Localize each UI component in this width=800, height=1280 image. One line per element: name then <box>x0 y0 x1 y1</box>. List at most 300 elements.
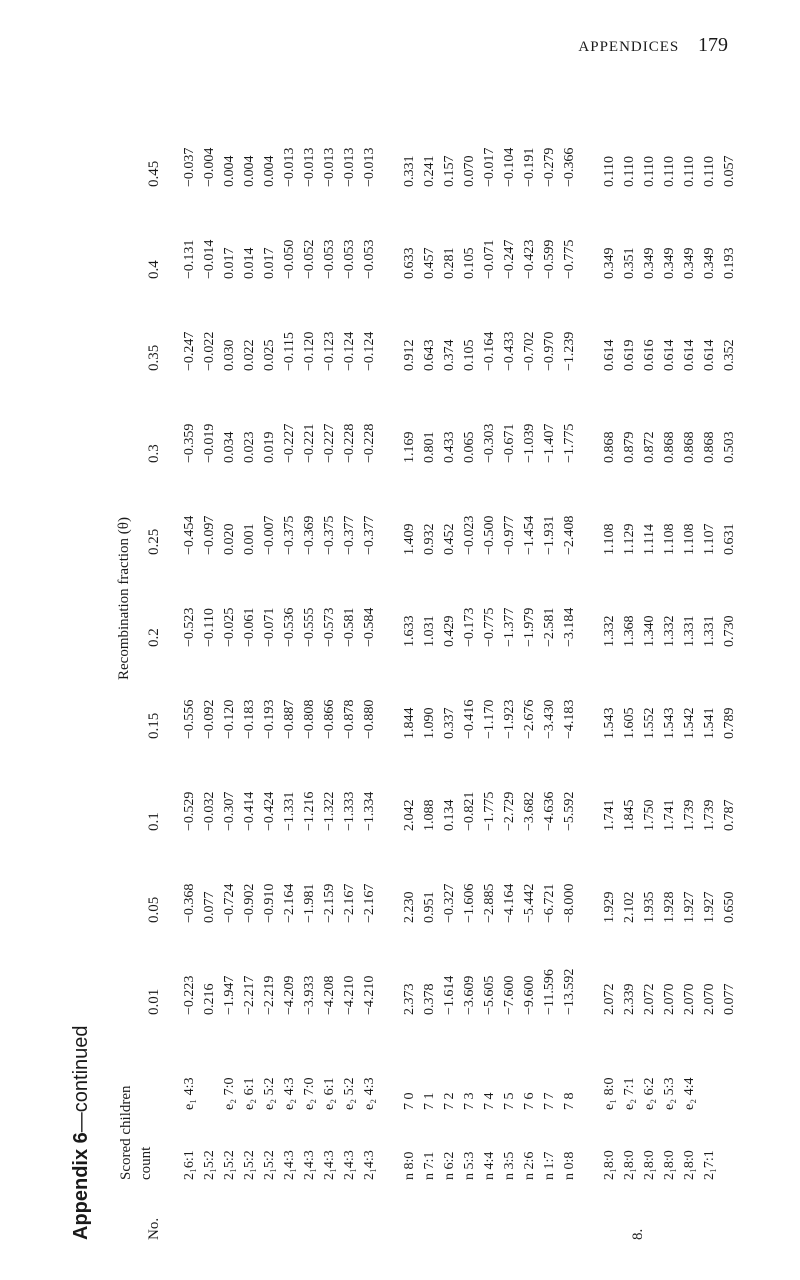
section-title: APPENDICES <box>578 39 680 55</box>
lod-value: 0.787 <box>722 799 737 831</box>
lod-value: −0.573 <box>322 607 337 647</box>
table-row <box>180 95 200 1240</box>
lod-value: 0.004 <box>242 155 257 187</box>
lod-value: 0.433 <box>442 431 457 463</box>
lod-value: −0.414 <box>242 791 257 831</box>
lod-value: −0.424 <box>262 791 277 831</box>
lod-value: 0.503 <box>722 431 737 463</box>
table-row <box>420 95 440 1240</box>
lod-value: 0.452 <box>442 523 457 555</box>
lod-value: 2.373 <box>402 983 417 1015</box>
lod-value: −1.407 <box>542 423 557 463</box>
lod-value: 0.352 <box>722 339 737 371</box>
row-count: n 6:2 <box>442 1151 457 1180</box>
table-row <box>520 95 540 1240</box>
lod-value: −1.333 <box>342 791 357 831</box>
row-no <box>440 1180 460 1240</box>
theta-header: 0.4 <box>146 260 162 279</box>
lod-value: 0.105 <box>462 247 477 279</box>
lod-value: −0.303 <box>482 423 497 463</box>
table-row <box>440 95 460 1240</box>
lod-value: 2.230 <box>402 891 417 923</box>
lod-value: −5.605 <box>482 975 497 1015</box>
lod-value: 1.935 <box>642 891 657 923</box>
lod-value: −0.019 <box>202 423 217 463</box>
row-count: 2₁4:3 <box>322 1150 337 1180</box>
running-head <box>578 34 728 57</box>
lod-value: 0.077 <box>202 891 217 923</box>
lod-value: −3.430 <box>542 699 557 739</box>
lod-value: −1.216 <box>302 791 317 831</box>
table-row <box>220 95 240 1240</box>
lod-value: −0.120 <box>302 331 317 371</box>
lod-value: 1.368 <box>622 615 637 647</box>
lod-value: 0.001 <box>242 523 257 555</box>
lod-value: 0.077 <box>722 983 737 1015</box>
lod-value: −0.227 <box>282 423 297 463</box>
lod-value: 0.932 <box>422 523 437 555</box>
lod-value: −2.159 <box>322 883 337 923</box>
lod-value: 0.019 <box>262 431 277 463</box>
lod-value: 2.070 <box>682 983 697 1015</box>
row-count: n 1:7 <box>542 1151 557 1180</box>
lod-value: −4.208 <box>322 975 337 1015</box>
lod-value: 0.110 <box>702 156 717 187</box>
lod-value: 1.542 <box>682 707 697 739</box>
lod-value: −0.123 <box>322 331 337 371</box>
lod-value: −1.775 <box>482 791 497 831</box>
row-equation: e₂ 7:1 <box>622 1077 637 1110</box>
theta-header: 0.45 <box>146 160 162 187</box>
lod-value: 1.340 <box>642 615 657 647</box>
lod-value: −0.131 <box>182 239 197 279</box>
lod-value: −1.606 <box>462 883 477 923</box>
lod-value: 0.349 <box>642 247 657 279</box>
lod-value: −1.239 <box>562 331 577 371</box>
lod-value: 0.065 <box>462 431 477 463</box>
lod-value: 0.633 <box>402 247 417 279</box>
lod-value: 0.912 <box>402 339 417 371</box>
lod-value: −0.910 <box>262 883 277 923</box>
lod-value: −0.097 <box>202 515 217 555</box>
lod-value: 2.072 <box>642 983 657 1015</box>
row-count: 2₁8:0 <box>602 1150 617 1180</box>
lod-value: −0.821 <box>462 791 477 831</box>
lod-value: 0.337 <box>442 707 457 739</box>
row-no <box>560 1180 580 1240</box>
lod-value: 0.193 <box>722 247 737 279</box>
lod-value: −0.032 <box>202 791 217 831</box>
row-count: n 4:4 <box>482 1151 497 1180</box>
lod-value: −2.217 <box>242 975 257 1015</box>
lod-value: 0.022 <box>242 339 257 371</box>
row-equation: e₂ 4:3 <box>282 1077 297 1110</box>
table-row <box>200 95 220 1240</box>
lod-value: −2.408 <box>562 515 577 555</box>
lod-value: 0.105 <box>462 339 477 371</box>
lod-value: 1.739 <box>702 799 717 831</box>
lod-value: 0.789 <box>722 707 737 739</box>
lod-value: 0.241 <box>422 155 437 187</box>
lod-value: −0.366 <box>562 147 577 187</box>
row-no <box>200 1180 220 1240</box>
lod-value: −0.724 <box>222 883 237 923</box>
table-row <box>280 95 300 1240</box>
lod-value: −0.556 <box>182 699 197 739</box>
row-count: 2₁6:1 <box>182 1150 197 1180</box>
table-row <box>400 95 420 1240</box>
lod-value: −1.923 <box>502 699 517 739</box>
lod-value: 0.614 <box>662 339 677 371</box>
row-equation: 7 2 <box>442 1092 457 1110</box>
row-no <box>600 1180 620 1240</box>
table-row <box>700 95 720 1240</box>
row-count: 2₁4:3 <box>282 1150 297 1180</box>
lod-value: −6.721 <box>542 883 557 923</box>
lod-value: 0.643 <box>422 339 437 371</box>
lod-value: 0.030 <box>222 339 237 371</box>
row-equation: e₂ 4:3 <box>362 1077 377 1110</box>
lod-value: −0.164 <box>482 331 497 371</box>
lod-value: −2.581 <box>542 607 557 647</box>
lod-value: −0.555 <box>302 607 317 647</box>
lod-value: 0.004 <box>262 155 277 187</box>
lod-value: 0.134 <box>442 799 457 831</box>
lod-value: −5.442 <box>522 883 537 923</box>
row-no <box>280 1180 300 1240</box>
table-row <box>680 95 700 1240</box>
lod-value: 0.014 <box>242 247 257 279</box>
lod-value: 0.349 <box>702 247 717 279</box>
data-group-3 <box>600 95 740 1240</box>
row-equation: e₁ 8:0 <box>602 1077 617 1110</box>
lod-value: −0.599 <box>542 239 557 279</box>
lod-value: 0.331 <box>402 155 417 187</box>
lod-value: −4.210 <box>362 975 377 1015</box>
row-no <box>300 1180 320 1240</box>
lod-value: 0.631 <box>722 523 737 555</box>
lod-value: −0.977 <box>502 515 517 555</box>
lod-value: 2.070 <box>702 983 717 1015</box>
row-count: 2₁8:0 <box>662 1150 677 1180</box>
row-no <box>700 1180 720 1240</box>
row-count: 2₁4:3 <box>362 1150 377 1180</box>
row-count: n 3:5 <box>502 1151 517 1180</box>
lod-value: −1.981 <box>302 883 317 923</box>
lod-value: 0.281 <box>442 247 457 279</box>
row-count: n 0:8 <box>562 1151 577 1180</box>
lod-value: 1.633 <box>402 615 417 647</box>
row-no <box>400 1180 420 1240</box>
row-count: 2₁8:0 <box>622 1150 637 1180</box>
lod-value: 0.429 <box>442 615 457 647</box>
lod-value: 1.332 <box>602 615 617 647</box>
lod-value: 1.114 <box>642 524 657 555</box>
lod-value: 0.614 <box>602 339 617 371</box>
lod-value: −4.164 <box>502 883 517 923</box>
row-count: 2₁5:2 <box>202 1150 217 1180</box>
row-equation: e₂ 5:2 <box>342 1077 357 1110</box>
lod-value: 1.331 <box>682 615 697 647</box>
lod-value: −0.071 <box>482 239 497 279</box>
table-row <box>500 95 520 1240</box>
row-equation: e₂ 7:0 <box>222 1077 237 1110</box>
lod-value: −0.375 <box>282 515 297 555</box>
data-group-1 <box>180 95 380 1240</box>
row-count: 2₁5:2 <box>262 1150 277 1180</box>
lod-value: −3.609 <box>462 975 477 1015</box>
lod-value: −1.614 <box>442 975 457 1015</box>
lod-value: −1.775 <box>562 423 577 463</box>
lod-value: −4.210 <box>342 975 357 1015</box>
theta-header: 0.35 <box>146 344 162 371</box>
lod-value: 1.331 <box>702 615 717 647</box>
lod-value: 0.374 <box>442 339 457 371</box>
lod-value: 0.023 <box>242 431 257 463</box>
lod-value: 1.845 <box>622 799 637 831</box>
lod-value: −0.053 <box>322 239 337 279</box>
lod-value: 0.619 <box>622 339 637 371</box>
lod-value: −2.729 <box>502 791 517 831</box>
lod-value: 0.730 <box>722 615 737 647</box>
row-no <box>640 1180 660 1240</box>
lod-value: −0.423 <box>522 239 537 279</box>
lod-value: −0.115 <box>282 332 297 371</box>
lod-value: 1.108 <box>602 523 617 555</box>
appendix-continued: —continued <box>70 1025 92 1133</box>
row-count: n 7:1 <box>422 1151 437 1180</box>
lod-value: 0.868 <box>682 431 697 463</box>
lod-value: 1.927 <box>702 891 717 923</box>
lod-value: −0.359 <box>182 423 197 463</box>
row-no <box>480 1180 500 1240</box>
theta-header: 0.05 <box>146 896 162 923</box>
lod-value: 0.017 <box>262 247 277 279</box>
appendix-label: Appendix 6 <box>70 1132 92 1240</box>
lod-value: −0.120 <box>222 699 237 739</box>
lod-value: −11.596 <box>542 969 557 1015</box>
row-equation <box>700 1015 720 1110</box>
lod-value: 0.110 <box>622 156 637 187</box>
lod-value: −2.219 <box>262 975 277 1015</box>
lod-value: 1.090 <box>422 707 437 739</box>
row-equation: 7 5 <box>502 1092 517 1110</box>
lod-value: 0.650 <box>722 891 737 923</box>
lod-value: −0.902 <box>242 883 257 923</box>
lod-value: −0.037 <box>182 147 197 187</box>
lod-value: −0.053 <box>362 239 377 279</box>
lod-value: 0.457 <box>422 247 437 279</box>
lod-value: −0.377 <box>342 515 357 555</box>
lod-value: −0.007 <box>262 515 277 555</box>
lod-value: −0.071 <box>262 607 277 647</box>
table-row <box>260 95 280 1240</box>
row-equation: e₂ 6:2 <box>642 1077 657 1110</box>
lod-value: 2.102 <box>622 891 637 923</box>
row-no <box>260 1180 280 1240</box>
row-equation <box>720 1015 740 1110</box>
row-count: 2₁5:2 <box>222 1150 237 1180</box>
lod-value: −0.671 <box>502 423 517 463</box>
lod-value: 0.868 <box>602 431 617 463</box>
lod-value: −4.183 <box>562 699 577 739</box>
lod-value: −1.947 <box>222 975 237 1015</box>
table-row <box>600 95 620 1240</box>
lod-value: −0.775 <box>482 607 497 647</box>
lod-value: 0.020 <box>222 523 237 555</box>
row-equation: 7 3 <box>462 1092 477 1110</box>
lod-value: 2.072 <box>602 983 617 1015</box>
lod-value: 1.750 <box>642 799 657 831</box>
lod-value: −0.523 <box>182 607 197 647</box>
lod-value: 1.543 <box>602 707 617 739</box>
lod-value: 1.929 <box>602 891 617 923</box>
lod-value: −0.584 <box>362 607 377 647</box>
lod-value: 2.070 <box>662 983 677 1015</box>
lod-value: 1.541 <box>702 707 717 739</box>
lod-value: −1.039 <box>522 423 537 463</box>
lod-value: −0.375 <box>322 515 337 555</box>
lod-value: −2.676 <box>522 699 537 739</box>
lod-value: −0.052 <box>302 239 317 279</box>
row-count: 2₁8:0 <box>682 1150 697 1180</box>
lod-value: −0.013 <box>302 147 317 187</box>
lod-value: −0.017 <box>482 147 497 187</box>
lod-value: −2.164 <box>282 883 297 923</box>
header-recombination: Recombination fraction (θ) <box>116 517 132 680</box>
lod-value: 0.110 <box>602 156 617 187</box>
lod-value: 0.614 <box>702 339 717 371</box>
lod-value: −0.173 <box>462 607 477 647</box>
lod-value: −0.004 <box>202 147 217 187</box>
row-equation: 7 1 <box>422 1092 437 1110</box>
lod-value: −0.193 <box>262 699 277 739</box>
lod-value: −7.600 <box>502 975 517 1015</box>
theta-header: 0.3 <box>146 444 162 463</box>
lod-value: 1.031 <box>422 615 437 647</box>
lod-value: −4.636 <box>542 791 557 831</box>
row-count: 2₁5:2 <box>242 1150 257 1180</box>
lod-value: 1.409 <box>402 523 417 555</box>
lod-value: 0.879 <box>622 431 637 463</box>
row-equation <box>200 1015 220 1110</box>
lod-value: −0.014 <box>202 239 217 279</box>
lod-value: 0.868 <box>702 431 717 463</box>
lod-value: −0.025 <box>222 607 237 647</box>
lod-value: 1.107 <box>702 523 717 555</box>
row-equation: e₂ 5:2 <box>262 1077 277 1110</box>
lod-value: 0.801 <box>422 431 437 463</box>
row-equation: 7 7 <box>542 1092 557 1110</box>
row-equation: e₂ 5:3 <box>662 1077 677 1110</box>
table-row <box>300 95 320 1240</box>
lod-value: −0.013 <box>362 147 377 187</box>
row-equation: 7 0 <box>402 1092 417 1110</box>
lod-value: 0.110 <box>662 156 677 187</box>
lod-value: 0.017 <box>222 247 237 279</box>
lod-value: −0.536 <box>282 607 297 647</box>
lod-value: −0.092 <box>202 699 217 739</box>
lod-value: −1.931 <box>542 515 557 555</box>
lod-value: −0.228 <box>342 423 357 463</box>
row-no <box>540 1180 560 1240</box>
row-equation: e₂ 4:4 <box>682 1077 697 1110</box>
table-row <box>340 95 360 1240</box>
row-count: n 2:6 <box>522 1151 537 1180</box>
lod-value: 0.378 <box>422 983 437 1015</box>
row-no <box>360 1180 380 1240</box>
lod-value: −0.221 <box>302 423 317 463</box>
lod-value: 1.543 <box>662 707 677 739</box>
row-count: 2₁8:0 <box>642 1150 657 1180</box>
lod-value: −0.279 <box>542 147 557 187</box>
lod-value: 0.872 <box>642 431 657 463</box>
lod-value: 1.088 <box>422 799 437 831</box>
lod-value: −0.775 <box>562 239 577 279</box>
lod-value: 0.057 <box>722 155 737 187</box>
row-no <box>340 1180 360 1240</box>
table-row <box>540 95 560 1240</box>
row-equation: e₂ 6:1 <box>322 1077 337 1110</box>
lod-value: 2.042 <box>402 799 417 831</box>
lod-value: 1.108 <box>662 523 677 555</box>
lod-value: 1.552 <box>642 707 657 739</box>
lod-value: 0.349 <box>682 247 697 279</box>
appendix-title <box>70 1025 93 1240</box>
header-scored-children: Scored children count <box>118 1085 154 1180</box>
lod-value: 0.216 <box>202 983 217 1015</box>
lod-value: −0.500 <box>482 515 497 555</box>
lod-value: −0.970 <box>542 331 557 371</box>
lod-value: 0.616 <box>642 339 657 371</box>
theta-header: 0.01 <box>146 988 162 1015</box>
lod-value: 0.614 <box>682 339 697 371</box>
row-no <box>620 1180 640 1240</box>
table-row <box>660 95 680 1240</box>
lod-value: −0.110 <box>202 608 217 647</box>
lod-value: 0.070 <box>462 155 477 187</box>
row-no <box>420 1180 440 1240</box>
row-equation: e₂ 7:0 <box>302 1077 317 1110</box>
row-no <box>520 1180 540 1240</box>
theta-header: 0.2 <box>146 628 162 647</box>
lod-value: −0.022 <box>202 331 217 371</box>
row-count: 2₁7:1 <box>702 1150 717 1180</box>
lod-value: −0.053 <box>342 239 357 279</box>
lod-value: −0.124 <box>342 331 357 371</box>
lod-value: −0.023 <box>462 515 477 555</box>
lod-value: −0.307 <box>222 791 237 831</box>
lod-value: 1.927 <box>682 891 697 923</box>
lod-value: −2.167 <box>342 883 357 923</box>
lod-value: 1.332 <box>662 615 677 647</box>
lod-value: −0.223 <box>182 975 197 1015</box>
row-equation: 7 4 <box>482 1092 497 1110</box>
theta-header: 0.1 <box>146 812 162 831</box>
table-row <box>640 95 660 1240</box>
lod-value: −1.377 <box>502 607 517 647</box>
table-row <box>360 95 380 1240</box>
lod-value: −0.433 <box>502 331 517 371</box>
lod-value: 0.349 <box>662 247 677 279</box>
table-row <box>320 95 340 1240</box>
lod-value: −0.061 <box>242 607 257 647</box>
lod-value: −0.013 <box>322 147 337 187</box>
lod-value: 1.844 <box>402 707 417 739</box>
lod-value: 0.025 <box>262 339 277 371</box>
lod-value: 1.605 <box>622 707 637 739</box>
row-equation: e₂ 6:1 <box>242 1077 257 1110</box>
